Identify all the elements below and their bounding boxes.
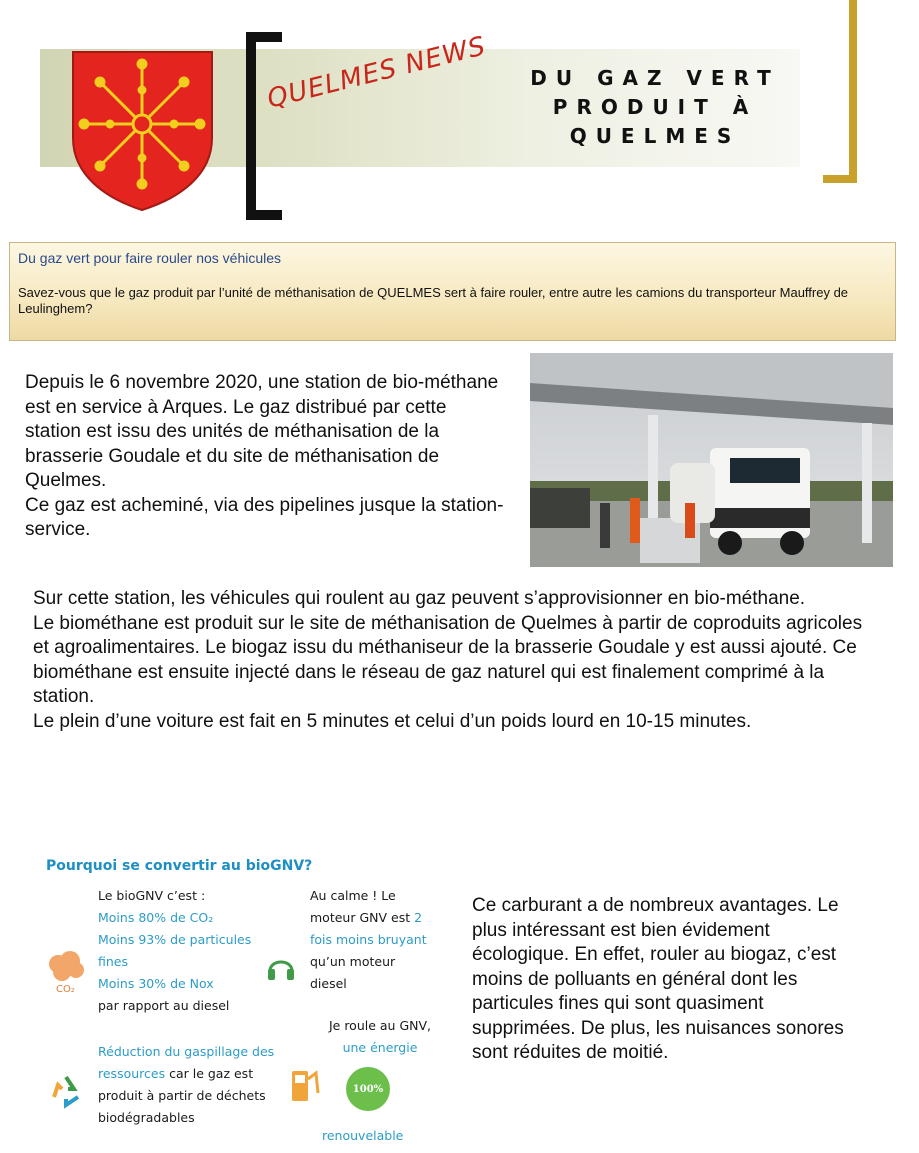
- emissions-outro: par rapport au diesel: [98, 998, 230, 1013]
- infographic-emissions-block: [98, 885, 268, 1017]
- newsletter-brand: QUELMES NEWS: [264, 31, 490, 115]
- bracket-left-decoration: [246, 32, 282, 220]
- renewable-label: renouvelable: [322, 1128, 404, 1143]
- waste-text-b: car le gaz est produit à partir de déchets biodégradables: [98, 1066, 266, 1125]
- bio-gas-station-photo: [530, 353, 893, 567]
- headphones-icon: [266, 953, 296, 981]
- article-paragraph-2: Sur cette station, les véhicules qui roulent au gaz peuvent s’approvisionner en bio-méthane. Le biométhane est produit sur le site de méthanisation de Quelmes à partir de coproduits agricoles et agroalimentaires. Le biogaz issu du méthaniseur de la brasserie Goudale y est aussi ajouté. Ce biométhane est ensuite injecté dans le réseau de gaz naturel qui est finalement comprimé à la station. Le plein d’une voiture est fait en 5 minutes et celui d’un poids lourd en 10-15 minutes.: [33, 588, 863, 732]
- gnv-text-a: Je roule au GNV,: [328, 1018, 432, 1033]
- intro-box-text: Savez-vous que le gaz produit par l’unité de méthanisation de QUELMES sert à faire rouler, entre autre les camions du transporteur Mauffrey de Leulinghem?: [18, 285, 849, 316]
- intro-box-title: Du gaz vert pour faire rouler nos véhicules: [18, 250, 282, 266]
- noise-text-b: 2 fois moins bruyant: [310, 910, 427, 947]
- headline-line-1: DU GAZ VERT: [530, 66, 780, 90]
- coat-of-arms-icon: [70, 50, 215, 212]
- emissions-co2: Moins 80% de CO₂: [98, 910, 214, 925]
- waste-text-a: Réduction du gaspillage des ressources: [98, 1044, 275, 1081]
- infographic-waste-block: [98, 1041, 278, 1129]
- headline-line-3: QUELMES: [569, 124, 741, 148]
- renewable-badge-icon: [346, 1067, 390, 1111]
- infographic-title: Pourquoi se convertir au bioGNV?: [46, 858, 313, 874]
- article-paragraph-1: Depuis le 6 novembre 2020, une station de bio-méthane est en service à Arques. Le gaz distribué par cette station est issu des unités de méthanisation de la brasserie Goudale et du site de méthanisation de Quelmes. Ce gaz est acheminé, via des pipelines jusque la station-service.: [25, 372, 504, 540]
- co2-icon-label: CO₂: [56, 984, 75, 995]
- emissions-particles: Moins 93% de particules fines: [98, 932, 252, 969]
- headline-line-2: PRODUIT À: [552, 95, 758, 119]
- noise-text-c: qu’un moteur diesel: [310, 954, 396, 991]
- co2-cloud-icon: [46, 950, 86, 995]
- intro-box: [9, 242, 896, 341]
- renewable-badge-label: 100%: [352, 1083, 384, 1095]
- infographic-noise-block: [310, 885, 435, 995]
- infographic-gnv-block: [310, 1015, 450, 1059]
- article-paragraph-3: Ce carburant a de nombreux avantages. Le plus intéressant est bien évidement écologique. En effet, rouler au biogaz, c’est moins de polluants en général dont les particules fines qui sont quasiment supprimées. De plus, les nuisances sonores sont réduites de moitié.: [472, 895, 844, 1063]
- emissions-nox: Moins 30% de Nox: [98, 976, 214, 991]
- bracket-right-decoration: [823, 0, 857, 183]
- gnv-text-b: une énergie: [342, 1040, 418, 1055]
- headline: [505, 64, 805, 151]
- recycle-icon: [48, 1073, 84, 1109]
- emissions-intro: Le bioGNV c’est :: [98, 888, 206, 903]
- noise-text-a: Au calme ! Le moteur GNV est: [310, 888, 411, 925]
- fuel-pump-icon: [288, 1065, 324, 1105]
- biognv-infographic: [40, 855, 440, 1153]
